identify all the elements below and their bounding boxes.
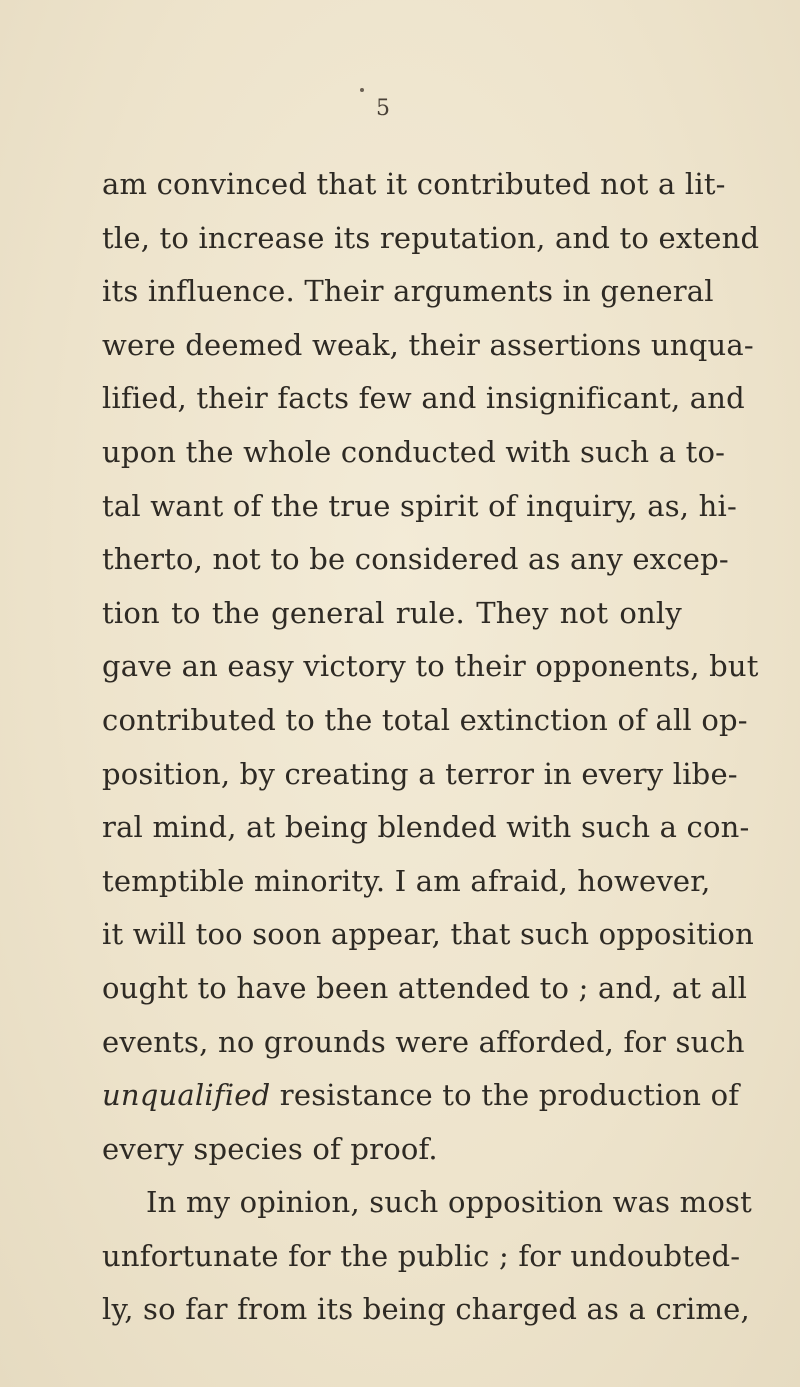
text-line: position, by creating a terror in every libe-	[102, 756, 738, 791]
text-line: events, no grounds were afforded, for such	[102, 1024, 745, 1059]
text-line: unfortunate for the public ; for undoubted-	[102, 1238, 741, 1273]
text-line: ral mind, at being blended with such a con-	[102, 810, 750, 845]
text-line: contributed to the total extinction of all op-	[102, 702, 748, 737]
text-line-with-italic	[102, 1069, 740, 1123]
text-line: lified, their facts few and insignificant, and	[102, 381, 745, 416]
text-line: am convinced that it contributed not a lit-	[102, 167, 726, 201]
text-line: therto, not to be considered as any excep-	[102, 542, 729, 577]
text-line: its influence. Their arguments in general	[102, 274, 714, 309]
text-line: tle, to increase its reputation, and to extend	[102, 220, 760, 255]
ink-speck	[360, 88, 364, 92]
italic-word: unqualified	[102, 1078, 271, 1113]
text-line: upon the whole conducted with such a to-	[102, 434, 726, 469]
text-line: ought to have been attended to ; and, at all	[102, 970, 748, 1005]
text-line: temptible minority. I am afraid, however,	[102, 863, 711, 898]
text-line-rest: resistance to the production of	[270, 1078, 740, 1113]
text-line: gave an easy victory to their opponents, but	[102, 649, 759, 684]
text-line: it will too soon appear, that such opposition	[102, 917, 754, 952]
page-number: 5	[376, 96, 390, 121]
paragraph-start-line: In my opinion, such opposition was most	[146, 1185, 752, 1220]
text-line: tion to the general rule. They not only	[102, 595, 682, 630]
paragraph-end-line: every species of proof.	[102, 1131, 438, 1166]
text-line: ly, so far from its being charged as a crime,	[102, 1292, 750, 1327]
text-line: tal want of the true spirit of inquiry, as, hi-	[102, 488, 737, 523]
text-line: were deemed weak, their assertions unqua-	[102, 327, 754, 362]
body-text	[102, 158, 760, 1337]
